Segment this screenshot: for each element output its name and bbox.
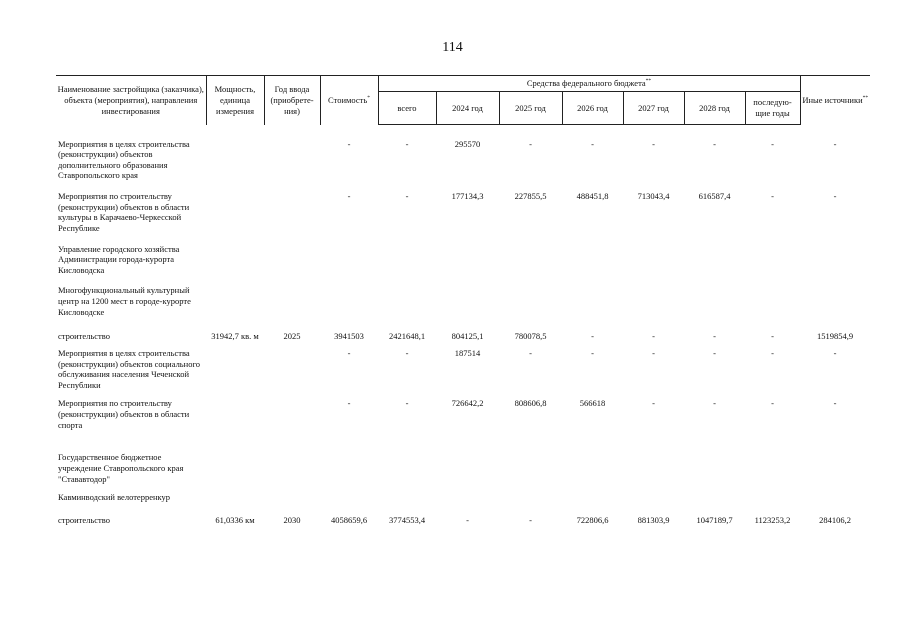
cell-y2028: 1047189,7 [696,514,733,525]
cell-other [800,234,870,276]
cell-y2027: 713043,4 [637,191,670,201]
cell-capacity [206,430,264,484]
cell-later: - [771,139,774,149]
cell-other [800,484,870,503]
cell-name: Многофункциональный культурный центр на 1200 мест в городе-курорте Кисловодске [58,285,191,317]
cell-later [745,430,800,484]
budget-table [56,75,870,525]
cell-year [264,390,320,430]
cell-y2025 [499,484,562,503]
cell-capacity: 31942,7 кв. м [211,331,259,342]
cell-y2026 [562,484,623,503]
cell-y2028 [684,430,745,484]
cell-name: Мероприятия по строительству (реконструкции) объектов в области культуры в Карачаево-Черкесской Республике [58,191,190,233]
cell-later [745,275,800,317]
cell-y2027 [623,275,684,317]
cell-later: - [771,398,774,409]
cell-year [264,275,320,317]
cell-y2024: 187514 [454,347,481,358]
cell-later [745,484,800,503]
cell-total [378,430,436,484]
cell-y2024: 726642,2 [451,398,484,409]
cell-y2026: 566618 [579,398,606,409]
table-header [56,76,870,125]
cell-name: строительство [58,331,110,342]
cell-cost: - [347,398,351,409]
cell-total [378,484,436,503]
cell-y2026: - [591,331,594,342]
table-row [56,342,870,391]
cell-later: - [771,347,774,358]
cell-cost: 3941503 [334,331,364,342]
cell-total: - [405,398,409,409]
cell-year [264,430,320,484]
header-cost: Стоимость* [320,76,378,125]
cell-name: Государственное бюджетное учреждение Ставропольского края "Стававтодор" [58,452,184,484]
cell-other [800,430,870,484]
header-federal-budget: Средства федерального бюджета** [378,76,800,92]
cell-y2026: 722806,6 [576,514,609,525]
cell-y2025: 780078,5 [514,331,547,342]
table-row [56,275,870,317]
cell-later: - [771,191,774,201]
header-2027: 2027 год [623,92,684,125]
cell-name: строительство [58,514,110,525]
cell-y2025: - [529,139,532,149]
cell-year [264,234,320,276]
cell-name: Мероприятия в целях строительства (реконструкции) объектов социального обслуживания населения Чеченской Республики [58,347,201,390]
cell-year [264,342,320,391]
cell-y2024: 295570 [454,139,481,149]
cell-y2027: - [652,139,655,149]
table-row [56,234,870,276]
cell-year [264,181,320,234]
cell-capacity [206,342,264,391]
cell-y2027: 881303,9 [637,514,670,525]
cell-y2026 [562,430,623,484]
table-row [56,317,870,342]
cell-capacity: 61,0336 км [215,514,255,525]
cell-capacity [206,181,264,234]
cell-total: - [405,347,409,358]
cell-y2026: 488451,8 [576,191,609,201]
cell-cost: - [347,138,351,149]
cell-total [378,275,436,317]
cell-y2026 [562,234,623,276]
header-name: Наименование застройщика (заказчика), объекта (мероприятия), направления инвестирования [56,76,206,125]
cell-y2025: 227855,5 [514,191,547,201]
cell-capacity [206,390,264,430]
cell-total: 2421648,1 [388,331,426,342]
cell-y2024 [436,234,499,276]
header-other-sources: Иные источники** [800,76,870,125]
cell-y2027: - [652,347,655,358]
cell-y2025: - [529,347,532,358]
table-row [56,430,870,484]
cell-cost: - [347,191,351,201]
cell-capacity [206,275,264,317]
cell-total: 3774553,4 [388,514,426,525]
cell-y2028: 616587,4 [698,191,731,201]
cell-y2024: - [466,514,469,525]
cell-total: - [405,139,409,149]
cell-other [800,275,870,317]
cell-year: 2030 [283,514,301,525]
cell-capacity [206,125,264,182]
cell-cost [320,430,378,484]
table-row [56,181,870,234]
cell-cost [320,484,378,503]
cell-cost [320,234,378,276]
cell-y2027 [623,234,684,276]
cell-y2024 [436,275,499,317]
cell-total [378,234,436,276]
cell-y2027 [623,430,684,484]
cell-total: - [405,191,409,201]
cell-y2025: - [529,514,532,525]
cell-y2028: - [713,347,716,358]
cell-y2024: 177134,3 [451,191,484,201]
cell-cost: - [347,347,351,358]
cell-y2025 [499,234,562,276]
cell-y2025 [499,275,562,317]
cell-later [745,234,800,276]
cell-y2027: - [652,331,655,342]
cell-y2028: - [713,139,716,149]
table-row [56,125,870,182]
cell-year: 2025 [283,331,301,342]
cell-name: Мероприятия в целях строительства (реконструкции) объектов дополнительного образования Ставропольского края [58,138,190,181]
table-row [56,390,870,430]
cell-capacity [206,484,264,503]
cell-cost: 4058659,6 [330,514,368,525]
cell-y2028 [684,234,745,276]
cell-year [264,484,320,503]
cell-other: 1519854,9 [816,331,854,342]
header-later-years: последую-щие годы [745,92,800,125]
header-2025: 2025 год [499,92,562,125]
cell-other: 284106,2 [819,514,851,525]
header-2028: 2028 год [684,92,745,125]
cell-y2028 [684,484,745,503]
cell-other: - [833,398,837,409]
cell-name: Управление городского хозяйства Администрации города-курорта Кисловодска [58,243,180,275]
cell-y2025 [499,430,562,484]
cell-capacity [206,234,264,276]
cell-later: - [771,331,774,342]
header-2024: 2024 год [436,92,499,125]
cell-other: - [833,347,837,358]
cell-y2027: - [652,398,655,409]
cell-y2024: 804125,1 [451,331,484,342]
cell-later: 1123253,2 [754,514,791,525]
cell-name: Мероприятия по строительству (реконструкции) объектов в области спорта [58,398,190,430]
cell-y2028: - [713,398,716,409]
cell-cost [320,275,378,317]
cell-y2027 [623,484,684,503]
cell-name: Кавминводский велотерренкур [58,492,171,503]
header-capacity: Мощность, единица измерения [206,76,264,125]
cell-y2025: 808606,8 [514,398,547,409]
cell-y2026 [562,275,623,317]
table-body [56,125,870,526]
table-row [56,484,870,503]
cell-year [264,125,320,182]
cell-other: - [833,191,837,201]
cell-y2028: - [713,331,716,342]
header-total: всего [378,92,436,125]
page-number: 114 [442,40,463,55]
cell-other: - [833,138,837,149]
cell-y2026: - [591,139,594,149]
cell-y2024 [436,484,499,503]
table-row [56,503,870,526]
cell-y2026: - [591,347,594,358]
cell-y2024 [436,430,499,484]
cell-y2028 [684,275,745,317]
header-year: Год ввода (приобрете-ния) [264,76,320,125]
header-2026: 2026 год [562,92,623,125]
